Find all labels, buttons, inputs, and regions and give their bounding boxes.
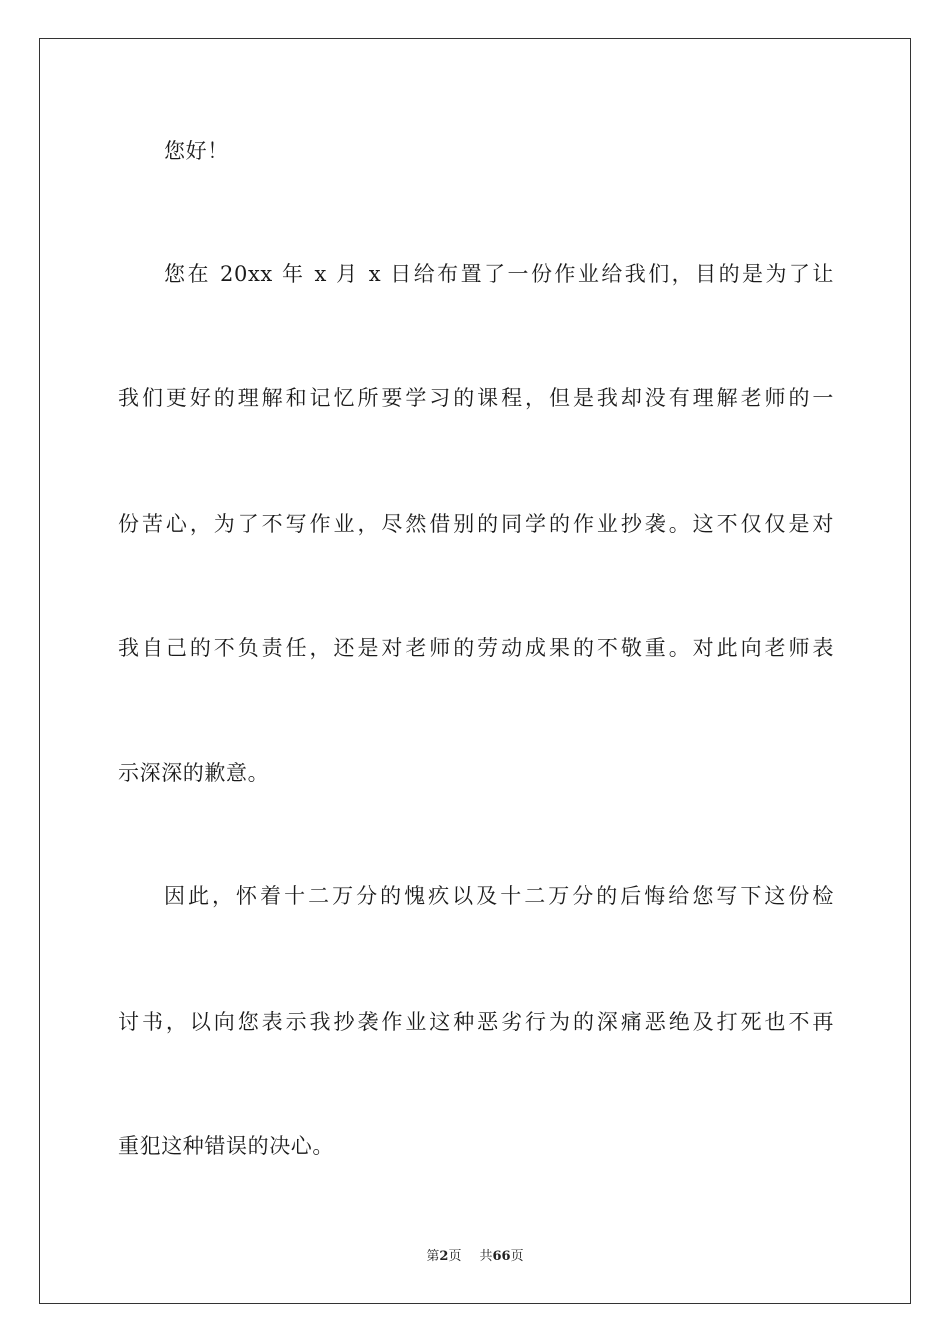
page-number: 2	[439, 1249, 449, 1264]
paragraph-1-line-2: 我们更好的理解和记忆所要学习的课程，但是我却没有理解老师的一	[118, 386, 834, 410]
paragraph-1-line-1: 您在 20xx 年 x 月 x 日给布置了一份作业给我们，目的是为了让	[164, 262, 834, 286]
paragraph-2-line-2: 讨书，以向您表示我抄袭作业这种恶劣行为的深痛恶绝及打死也不再	[118, 1010, 834, 1034]
page-suffix: 页	[448, 1249, 462, 1264]
paragraph-2-line-1: 因此，怀着十二万分的愧疚以及十二万分的后悔给您写下这份检	[164, 884, 834, 908]
greeting: 您好！	[164, 139, 229, 163]
total-pages: 66	[492, 1249, 511, 1264]
page-prefix: 第	[426, 1249, 440, 1264]
page-border	[39, 38, 911, 1304]
page-footer	[0, 1248, 950, 1266]
paragraph-1-line-5: 示深深的歉意。	[118, 761, 270, 785]
total-prefix: 共	[479, 1249, 493, 1264]
paragraph-1-line-3: 份苦心，为了不写作业，尽然借别的同学的作业抄袭。这不仅仅是对	[118, 512, 834, 536]
total-suffix: 页	[510, 1249, 524, 1264]
paragraph-2-line-3: 重犯这种错误的决心。	[118, 1134, 334, 1158]
paragraph-1-line-4: 我自己的不负责任，还是对老师的劳动成果的不敬重。对此向老师表	[118, 636, 834, 660]
